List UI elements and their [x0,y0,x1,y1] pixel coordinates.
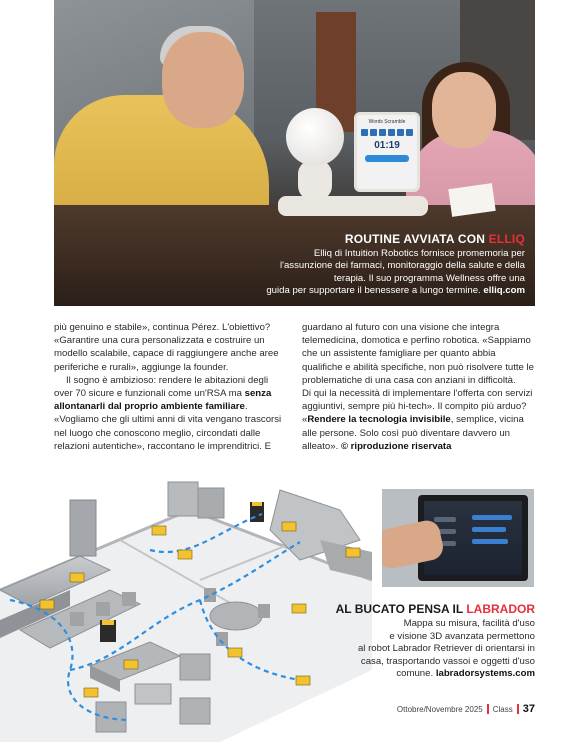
labrador-caption-body: Mappa su misura, facilità d'uso e visione 3D avanzata permettono al robot Labrador Retriever di orientarsi in casa, trasportando vassoi e oggetti d'uso comune. labradorsystems.com [357,618,535,680]
hero-caption-brand: ELLIQ [488,232,525,246]
girl-head [432,72,496,148]
paragraph: Di qui la necessità di implementare l'offerta con servizi aggiuntivi, sempre più hi-tech». Il compito più arduo? «Rendere la tecnologia invisibile, semplice, vicina alle persone. Solo così può diventare davvero un alleato». © riproduzione riservata [302,388,533,452]
issue-date: Ottobre/Novembre 2025 [396,704,483,714]
chair [96,602,110,616]
page-footer [397,703,535,715]
article-column-right [302,321,536,453]
page-number: 37 [522,703,535,715]
elliq-screen [354,112,420,192]
footer-divider [517,704,519,714]
hero-caption [225,232,525,298]
footer-divider [487,704,489,714]
armchair [180,698,210,724]
screen-heading: Words Scramble [368,119,406,125]
armchair [96,702,126,732]
hero-caption-body: Elliq di Intuition Robotics fornisce promemoria per l'assunzione dei farmaci, monitoraggio della salute e della terapia. Il suo programma Wellness offre una guida per supportare il benessere a lungo termine. elliq.com [266,248,525,297]
dryer [198,488,224,518]
labrador-caption-link[interactable]: labradorsystems.com [435,668,535,680]
labrador-caption [305,602,535,681]
article-column-left [54,321,286,453]
elderly-man-head [162,32,244,128]
elliq-base [278,196,428,216]
hero-photo [54,0,535,306]
tablet-photo [382,489,534,587]
elliq-robot-neck [298,160,332,200]
bold-phrase: senza allontanarli dal proprio ambiente familiare [54,388,272,413]
washing-machine [168,482,198,516]
coffee-table [135,684,171,704]
chair [70,612,84,626]
copyright-notice: © riproduzione riservata [340,440,452,452]
labrador-caption-brand: LABRADOR [466,602,535,616]
armchair [180,654,210,680]
screen-time: 01:19 [374,140,400,151]
labrador-robot-light [252,502,262,506]
chair [204,588,216,602]
chair [122,592,136,606]
labrador-caption-title: AL BUCATO PENSA IL LABRADOR [335,602,535,616]
paragraph: più genuino e stabile», continua Pérez. L'obiettivo? «Garantire una cura personalizzata e costruire un modello scalabile, capace di raggiungere anche aree periferiche e rurali», aggiunge la founder. [54,322,279,373]
chair [258,604,270,618]
screen-letter-tiles [360,129,414,136]
bold-phrase: Rendere la tecnologia invisibile [307,414,451,426]
hero-caption-link[interactable]: elliq.com [483,285,525,297]
elliq-robot-head [286,108,344,166]
paragraph: guardano al futuro con una visione che integra telemedicina, domotica e perfino robotica. «Sappiamo che un assistente famigliare per quanto abbia qualifiche e abilità specifiche, non può risolvere tutte le problematiche di una casa con anziani in difficoltà. [302,322,534,386]
fridge [70,500,96,556]
labrador-robot-light [102,620,114,625]
paragraph: Il sogno è ambizioso: rendere le abitazioni degli over 70 sicure e funzionali come un'RSA ma senza allontanarli dal proprio ambiente familiare. «Vogliamo che gli ultimi anni di vita vengano trascorsi nel luogo che conoscono meglio, circondati dalle relazioni autentiche», raccontano le imprenditrici. E [54,374,282,452]
screen-button [365,155,409,162]
magazine-name: Class [492,704,513,714]
dining-table [210,602,262,630]
hero-caption-title: ROUTINE AVVIATA CON ELLIQ [344,232,525,246]
